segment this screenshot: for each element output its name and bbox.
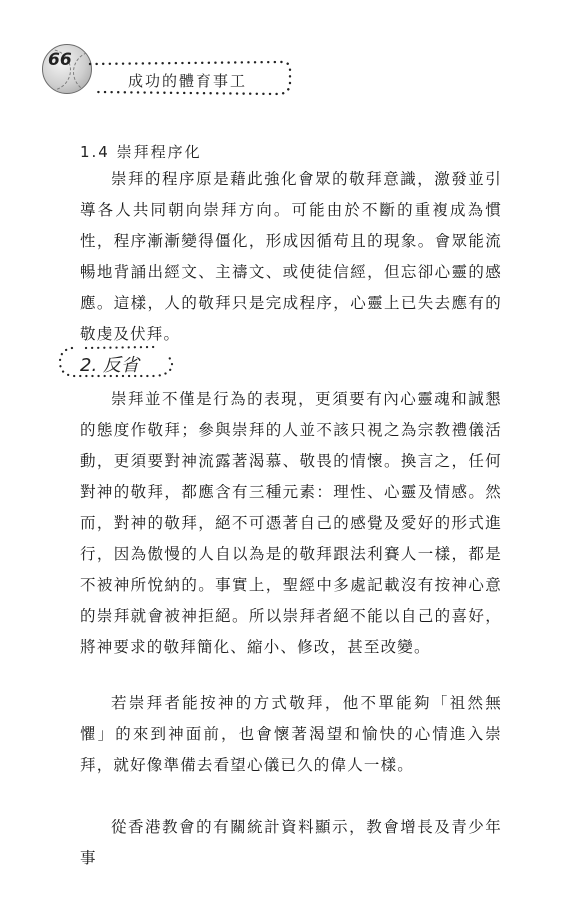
paragraph: 崇拜並不僅是行為的表現，更須要有內心靈魂和誠懇的態度作敬拜；參與崇拜的人並不該只視之為宗教禮儀活動，更須要對神流露著渴慕、敬畏的情懷。換言之，任何對神的敬拜，都應含有三種元素：理性、心靈及情感。然而，對神的敬拜，絕不可憑著自己的感覺及愛好的形式進行，因為傲慢的人自以為是的敬拜跟法利賽人一樣，都是不被神所悅納的。事實上，聖經中多處記載沒有按神心意的崇拜就會被神拒絕。所以崇拜者絕不能以自己的喜好，將神要求的敬拜簡化、縮小、修改，甚至改變。 bbox=[80, 390, 502, 656]
page-number: 66 bbox=[48, 50, 72, 70]
paragraph: 崇拜的程序原是藉此強化會眾的敬拜意識，激發並引導各人共同朝向崇拜方向。可能由於不斷的重複成為慣性，程序漸漸變得僵化，形成因循苟且的現象。會眾能流暢地背誦出經文、主禱文、或使徒信經，但忘卻心靈的感應。這樣，人的敬拜只是完成程序，心靈上已失去應有的敬虔及伏拜。 bbox=[80, 170, 502, 343]
section-heading: 2. 反省 bbox=[80, 355, 139, 376]
section-title: 1.4 崇拜程序化 bbox=[80, 143, 202, 161]
paragraph: 若崇拜者能按神的方式敬拜，他不單能夠「祖然無懼」的來到神面前，也會懷著渴望和愉快的心情進入崇拜，就好像準備去看望心儀已久的偉人一樣。 bbox=[80, 694, 502, 774]
paragraph: 從香港教會的有關統計資料顯示，教會增長及青少年事 bbox=[80, 818, 502, 867]
running-title: 成功的體育事工 bbox=[128, 72, 248, 90]
